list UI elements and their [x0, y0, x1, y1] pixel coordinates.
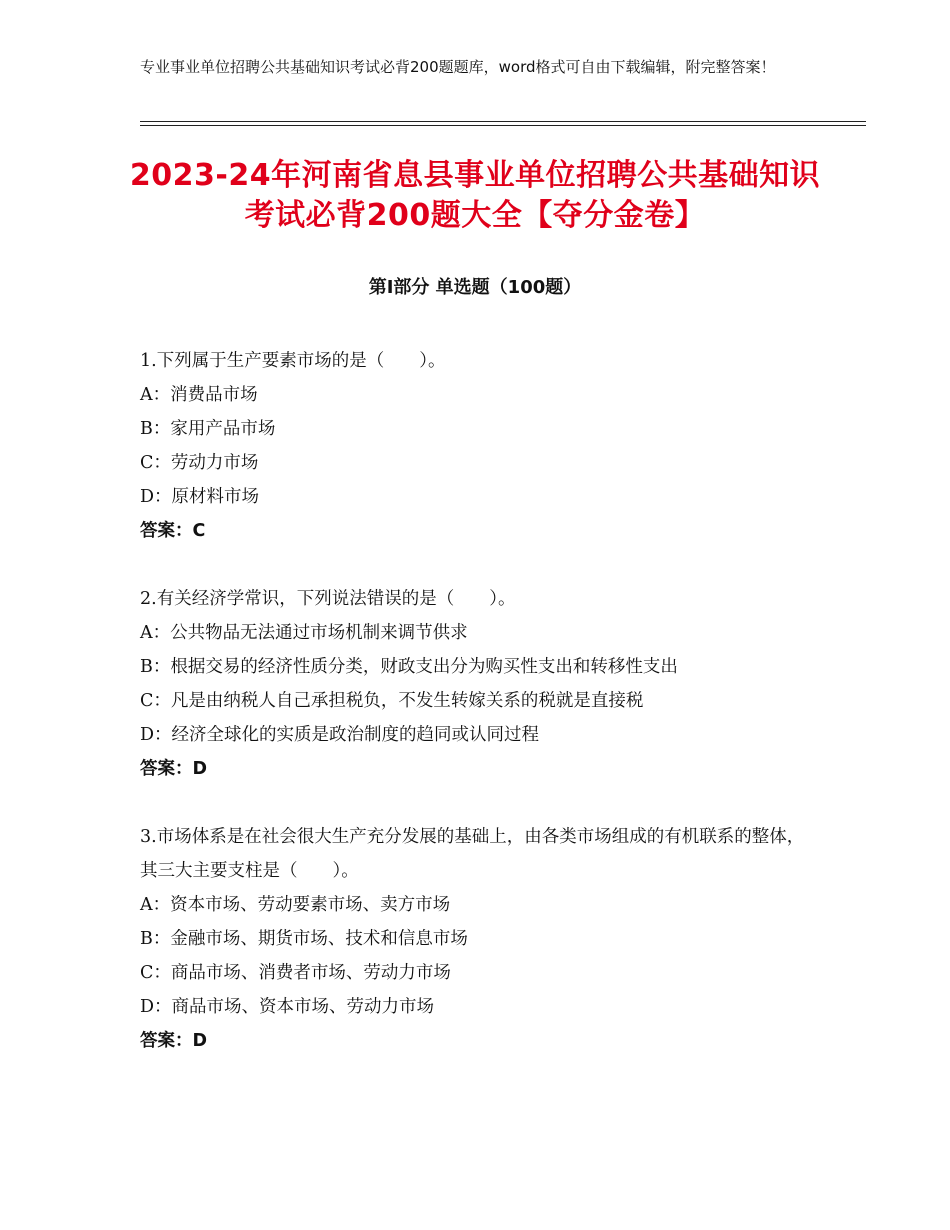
option-a: A：资本市场、劳动要素市场、卖方市场	[140, 895, 451, 915]
document-title: 2023-24年河南省息县事业单位招聘公共基础知识考试必背200题大全【夺分金卷】	[129, 158, 821, 233]
option-c: C：凡是由纳税人自己承担税负，不发生转嫁关系的税就是直接税	[140, 691, 644, 711]
question-stem: 2.有关经济学常识，下列说法错误的是（ ）。	[140, 589, 516, 609]
answer: 答案：C	[140, 521, 206, 541]
question-stem: 3.市场体系是在社会很大生产充分发展的基础上，由各类市场组成的有机联系的整体，其三大主要支柱是（ ）。	[140, 827, 805, 881]
question-list	[140, 344, 820, 1092]
option-a: A：消费品市场	[140, 385, 258, 405]
header-note: 专业事业单位招聘公共基础知识考试必背200题题库，word格式可自由下载编辑，附完整答案！	[140, 58, 776, 76]
question-2	[140, 582, 820, 786]
question-1	[140, 344, 820, 548]
option-d: D：商品市场、资本市场、劳动力市场	[140, 997, 435, 1017]
header-rule-top	[140, 121, 866, 122]
option-b: B：金融市场、期货市场、技术和信息市场	[140, 929, 468, 949]
question-3	[140, 820, 820, 1058]
answer: 答案：D	[140, 759, 208, 779]
option-d: D：原材料市场	[140, 487, 260, 507]
option-b: B：根据交易的经济性质分类，财政支出分为购买性支出和转移性支出	[140, 657, 678, 677]
section-title: 第Ⅰ部分 单选题（100题）	[368, 277, 582, 298]
option-c: C：劳动力市场	[140, 453, 259, 473]
answer: 答案：D	[140, 1031, 208, 1051]
option-c: C：商品市场、消费者市场、劳动力市场	[140, 963, 451, 983]
header-rule-bottom	[140, 125, 866, 126]
option-d: D：经济全球化的实质是政治制度的趋同或认同过程	[140, 725, 540, 745]
option-b: B：家用产品市场	[140, 419, 276, 439]
option-a: A：公共物品无法通过市场机制来调节供求	[140, 623, 468, 643]
question-stem: 1.下列属于生产要素市场的是（ ）。	[140, 351, 446, 371]
